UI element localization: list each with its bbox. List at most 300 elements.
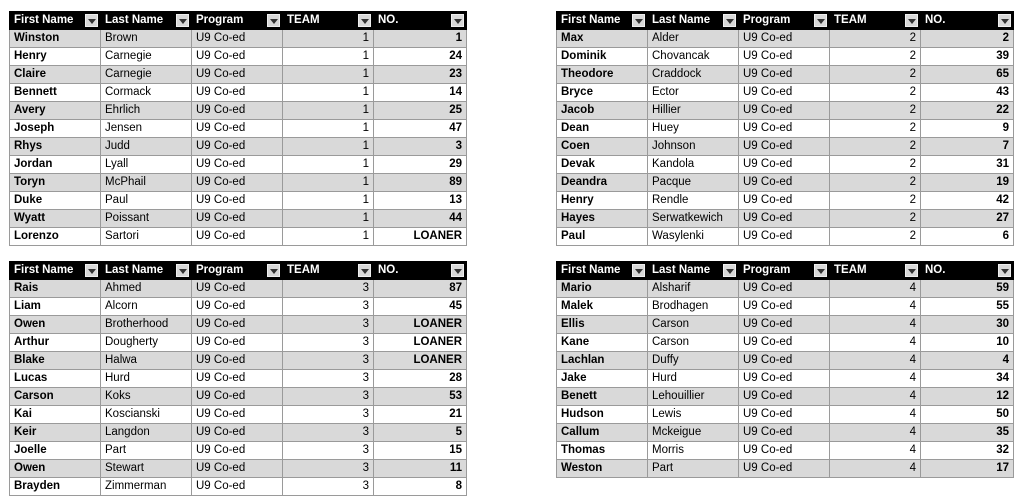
cell-last-name[interactable]: Ector xyxy=(648,84,739,102)
cell-first-name[interactable]: Rais xyxy=(10,280,101,298)
column-header-last-name xyxy=(648,12,739,30)
cell-program[interactable]: U9 Co-ed xyxy=(192,406,283,424)
cell-team[interactable]: 1 xyxy=(283,174,374,192)
cell-last-name[interactable]: Part xyxy=(648,460,739,478)
cell-team[interactable]: 1 xyxy=(283,138,374,156)
cell-program[interactable]: U9 Co-ed xyxy=(192,156,283,174)
column-header-label: First Name xyxy=(14,264,74,276)
filter-dropdown-icon[interactable] xyxy=(451,264,464,277)
cell-team[interactable]: 3 xyxy=(283,424,374,442)
column-header-first-name xyxy=(10,12,101,30)
cell-first-name[interactable]: Hudson xyxy=(557,406,648,424)
cell-first-name[interactable]: Malek xyxy=(557,298,648,316)
cell-first-name[interactable]: Coen xyxy=(557,138,648,156)
cell-first-name[interactable]: Bryce xyxy=(557,84,648,102)
cell-last-name[interactable]: Koks xyxy=(101,388,192,406)
cell-program[interactable]: U9 Co-ed xyxy=(739,156,830,174)
cell-number[interactable]: 35 xyxy=(921,424,1014,442)
cell-number[interactable]: 19 xyxy=(921,174,1014,192)
column-header-label: First Name xyxy=(14,14,74,26)
cell-team[interactable]: 4 xyxy=(830,280,921,298)
cell-last-name[interactable]: Stewart xyxy=(101,460,192,478)
cell-first-name[interactable]: Dominik xyxy=(557,48,648,66)
cell-number[interactable]: 42 xyxy=(921,192,1014,210)
cell-team[interactable]: 1 xyxy=(283,30,374,48)
cell-program[interactable]: U9 Co-ed xyxy=(739,388,830,406)
table-row xyxy=(557,460,1014,478)
cell-first-name[interactable]: Kane xyxy=(557,334,648,352)
table-row xyxy=(10,370,467,388)
cell-number[interactable]: 47 xyxy=(374,120,467,138)
cell-program[interactable]: U9 Co-ed xyxy=(192,298,283,316)
table-row xyxy=(10,192,467,210)
cell-program[interactable]: U9 Co-ed xyxy=(739,210,830,228)
filter-dropdown-icon[interactable] xyxy=(85,14,98,27)
column-header-team xyxy=(830,12,921,30)
cell-program[interactable]: U9 Co-ed xyxy=(739,460,830,478)
table-row xyxy=(10,156,467,174)
cell-first-name[interactable]: Wyatt xyxy=(10,210,101,228)
cell-first-name[interactable]: Claire xyxy=(10,66,101,84)
cell-team[interactable]: 2 xyxy=(830,192,921,210)
cell-last-name[interactable]: Craddock xyxy=(648,66,739,84)
cell-last-name[interactable]: Langdon xyxy=(101,424,192,442)
cell-team[interactable]: 2 xyxy=(830,84,921,102)
cell-first-name[interactable]: Hayes xyxy=(557,210,648,228)
cell-program[interactable]: U9 Co-ed xyxy=(192,388,283,406)
cell-program[interactable]: U9 Co-ed xyxy=(739,424,830,442)
cell-number[interactable]: 17 xyxy=(921,460,1014,478)
cell-first-name[interactable]: Devak xyxy=(557,156,648,174)
column-header-number xyxy=(374,12,467,30)
cell-program[interactable]: U9 Co-ed xyxy=(192,30,283,48)
table-row xyxy=(10,120,467,138)
filter-dropdown-icon[interactable] xyxy=(632,264,645,277)
cell-first-name[interactable]: Callum xyxy=(557,424,648,442)
cell-first-name[interactable]: Joelle xyxy=(10,442,101,460)
cell-team[interactable]: 3 xyxy=(283,442,374,460)
cell-number[interactable]: 11 xyxy=(374,460,467,478)
cell-last-name[interactable]: Kandola xyxy=(648,156,739,174)
cell-team[interactable]: 3 xyxy=(283,280,374,298)
cell-team[interactable]: 4 xyxy=(830,442,921,460)
cell-team[interactable]: 2 xyxy=(830,66,921,84)
cell-first-name[interactable]: Lucas xyxy=(10,370,101,388)
cell-number[interactable]: 30 xyxy=(921,316,1014,334)
cell-number[interactable]: 1 xyxy=(374,30,467,48)
cell-last-name[interactable]: Poissant xyxy=(101,210,192,228)
cell-team[interactable]: 4 xyxy=(830,334,921,352)
cell-program[interactable]: U9 Co-ed xyxy=(192,370,283,388)
cell-first-name[interactable]: Lorenzo xyxy=(10,228,101,246)
cell-first-name[interactable]: Jordan xyxy=(10,156,101,174)
cell-first-name[interactable]: Owen xyxy=(10,460,101,478)
cell-last-name[interactable]: Sartori xyxy=(101,228,192,246)
cell-last-name[interactable]: Brodhagen xyxy=(648,298,739,316)
cell-program[interactable]: U9 Co-ed xyxy=(192,138,283,156)
filter-dropdown-icon[interactable] xyxy=(814,264,827,277)
cell-first-name[interactable]: Avery xyxy=(10,102,101,120)
cell-last-name[interactable]: Hurd xyxy=(648,370,739,388)
cell-number[interactable]: 12 xyxy=(921,388,1014,406)
cell-number[interactable]: 13 xyxy=(374,192,467,210)
cell-number[interactable]: 59 xyxy=(921,280,1014,298)
cell-last-name[interactable]: McPhail xyxy=(101,174,192,192)
cell-first-name[interactable]: Weston xyxy=(557,460,648,478)
cell-last-name[interactable]: Carson xyxy=(648,316,739,334)
cell-first-name[interactable]: Arthur xyxy=(10,334,101,352)
cell-program[interactable]: U9 Co-ed xyxy=(192,478,283,496)
cell-team[interactable]: 4 xyxy=(830,424,921,442)
table-row xyxy=(557,30,1014,48)
cell-last-name[interactable]: Zimmerman xyxy=(101,478,192,496)
cell-program[interactable]: U9 Co-ed xyxy=(739,66,830,84)
cell-last-name[interactable]: Wasylenki xyxy=(648,228,739,246)
cell-last-name[interactable]: Judd xyxy=(101,138,192,156)
cell-last-name[interactable]: Lewis xyxy=(648,406,739,424)
cell-team[interactable]: 1 xyxy=(283,84,374,102)
filter-dropdown-icon[interactable] xyxy=(267,264,280,277)
cell-number[interactable]: 25 xyxy=(374,102,467,120)
cell-program[interactable]: U9 Co-ed xyxy=(739,280,830,298)
filter-dropdown-icon[interactable] xyxy=(267,14,280,27)
cell-program[interactable]: U9 Co-ed xyxy=(192,210,283,228)
cell-number[interactable]: 43 xyxy=(921,84,1014,102)
cell-first-name[interactable]: Thomas xyxy=(557,442,648,460)
cell-program[interactable]: U9 Co-ed xyxy=(739,316,830,334)
cell-number[interactable]: 8 xyxy=(374,478,467,496)
cell-first-name[interactable]: Keir xyxy=(10,424,101,442)
cell-program[interactable]: U9 Co-ed xyxy=(192,228,283,246)
cell-first-name[interactable]: Max xyxy=(557,30,648,48)
cell-number[interactable]: 24 xyxy=(374,48,467,66)
cell-first-name[interactable]: Theodore xyxy=(557,66,648,84)
cell-last-name[interactable]: Carson xyxy=(648,334,739,352)
cell-program[interactable]: U9 Co-ed xyxy=(739,120,830,138)
cell-team[interactable]: 3 xyxy=(283,406,374,424)
cell-number[interactable]: LOANER xyxy=(374,316,467,334)
cell-first-name[interactable]: Jacob xyxy=(557,102,648,120)
table-row xyxy=(557,316,1014,334)
table-row xyxy=(10,210,467,228)
cell-last-name[interactable]: Serwatkewich xyxy=(648,210,739,228)
cell-last-name[interactable]: Hurd xyxy=(101,370,192,388)
cell-number[interactable]: 23 xyxy=(374,66,467,84)
cell-first-name[interactable]: Benett xyxy=(557,388,648,406)
header-row xyxy=(10,12,467,30)
cell-number[interactable]: 29 xyxy=(374,156,467,174)
cell-last-name[interactable]: Lyall xyxy=(101,156,192,174)
cell-program[interactable]: U9 Co-ed xyxy=(739,228,830,246)
table-row xyxy=(10,316,467,334)
cell-program[interactable]: U9 Co-ed xyxy=(192,334,283,352)
cell-first-name[interactable]: Carson xyxy=(10,388,101,406)
filter-dropdown-icon[interactable] xyxy=(905,14,918,27)
cell-team[interactable]: 2 xyxy=(830,48,921,66)
cell-last-name[interactable]: Paul xyxy=(101,192,192,210)
cell-first-name[interactable]: Dean xyxy=(557,120,648,138)
cell-last-name[interactable]: Alsharif xyxy=(648,280,739,298)
cell-program[interactable]: U9 Co-ed xyxy=(192,66,283,84)
cell-team[interactable]: 3 xyxy=(283,298,374,316)
cell-number[interactable]: 14 xyxy=(374,84,467,102)
cell-last-name[interactable]: Carnegie xyxy=(101,48,192,66)
cell-last-name[interactable]: Johnson xyxy=(648,138,739,156)
cell-last-name[interactable]: Koscianski xyxy=(101,406,192,424)
cell-team[interactable]: 3 xyxy=(283,370,374,388)
column-header-program xyxy=(192,12,283,30)
cell-number[interactable]: 10 xyxy=(921,334,1014,352)
cell-team[interactable]: 1 xyxy=(283,228,374,246)
filter-dropdown-icon[interactable] xyxy=(451,14,464,27)
cell-program[interactable]: U9 Co-ed xyxy=(739,102,830,120)
cell-program[interactable]: U9 Co-ed xyxy=(739,192,830,210)
table-row xyxy=(10,280,467,298)
table-row xyxy=(557,228,1014,246)
filter-dropdown-icon[interactable] xyxy=(85,264,98,277)
cell-last-name[interactable]: Alcorn xyxy=(101,298,192,316)
cell-team[interactable]: 2 xyxy=(830,30,921,48)
table-row xyxy=(10,388,467,406)
cell-first-name[interactable]: Rhys xyxy=(10,138,101,156)
column-header-label: Last Name xyxy=(105,264,164,276)
cell-first-name[interactable]: Henry xyxy=(10,48,101,66)
cell-first-name[interactable]: Jake xyxy=(557,370,648,388)
cell-program[interactable]: U9 Co-ed xyxy=(192,174,283,192)
cell-number[interactable]: 39 xyxy=(921,48,1014,66)
filter-dropdown-icon[interactable] xyxy=(358,14,371,27)
cell-team[interactable]: 4 xyxy=(830,460,921,478)
filter-dropdown-icon[interactable] xyxy=(723,264,736,277)
cell-program[interactable]: U9 Co-ed xyxy=(192,316,283,334)
cell-team[interactable]: 3 xyxy=(283,316,374,334)
cell-last-name[interactable]: Hillier xyxy=(648,102,739,120)
cell-number[interactable]: LOANER xyxy=(374,228,467,246)
cell-team[interactable]: 2 xyxy=(830,174,921,192)
table-row xyxy=(10,298,467,316)
cell-last-name[interactable]: Cormack xyxy=(101,84,192,102)
cell-program[interactable]: U9 Co-ed xyxy=(192,442,283,460)
cell-program[interactable]: U9 Co-ed xyxy=(739,352,830,370)
cell-first-name[interactable]: Blake xyxy=(10,352,101,370)
filter-dropdown-icon[interactable] xyxy=(358,264,371,277)
cell-program[interactable]: U9 Co-ed xyxy=(739,298,830,316)
cell-first-name[interactable]: Duke xyxy=(10,192,101,210)
cell-last-name[interactable]: Halwa xyxy=(101,352,192,370)
cell-number[interactable]: 87 xyxy=(374,280,467,298)
cell-program[interactable]: U9 Co-ed xyxy=(192,352,283,370)
cell-number[interactable]: 2 xyxy=(921,30,1014,48)
cell-team[interactable]: 1 xyxy=(283,66,374,84)
column-header-last-name xyxy=(648,262,739,280)
column-header-label: Program xyxy=(196,264,244,276)
cell-team[interactable]: 2 xyxy=(830,210,921,228)
cell-team[interactable]: 4 xyxy=(830,352,921,370)
cell-first-name[interactable]: Brayden xyxy=(10,478,101,496)
cell-first-name[interactable]: Lachlan xyxy=(557,352,648,370)
header-row xyxy=(10,262,467,280)
cell-last-name[interactable]: Ahmed xyxy=(101,280,192,298)
cell-program[interactable]: U9 Co-ed xyxy=(739,138,830,156)
cell-number[interactable]: 15 xyxy=(374,442,467,460)
cell-number[interactable]: 7 xyxy=(921,138,1014,156)
cell-last-name[interactable]: Dougherty xyxy=(101,334,192,352)
cell-program[interactable]: U9 Co-ed xyxy=(192,460,283,478)
filter-dropdown-icon[interactable] xyxy=(632,14,645,27)
table-row xyxy=(557,192,1014,210)
cell-last-name[interactable]: Alder xyxy=(648,30,739,48)
cell-team[interactable]: 3 xyxy=(283,478,374,496)
cell-number[interactable]: 6 xyxy=(921,228,1014,246)
table-row xyxy=(10,48,467,66)
cell-first-name[interactable]: Deandra xyxy=(557,174,648,192)
cell-first-name[interactable]: Owen xyxy=(10,316,101,334)
cell-team[interactable]: 1 xyxy=(283,120,374,138)
cell-last-name[interactable]: Chovancak xyxy=(648,48,739,66)
cell-team[interactable]: 4 xyxy=(830,298,921,316)
cell-first-name[interactable]: Mario xyxy=(557,280,648,298)
cell-team[interactable]: 4 xyxy=(830,370,921,388)
cell-last-name[interactable]: Huey xyxy=(648,120,739,138)
table-row xyxy=(557,48,1014,66)
cell-team[interactable]: 3 xyxy=(283,334,374,352)
cell-first-name[interactable]: Joseph xyxy=(10,120,101,138)
cell-program[interactable]: U9 Co-ed xyxy=(739,442,830,460)
cell-team[interactable]: 1 xyxy=(283,48,374,66)
cell-number[interactable]: 27 xyxy=(921,210,1014,228)
cell-number[interactable]: 22 xyxy=(921,102,1014,120)
column-header-label: Program xyxy=(743,14,791,26)
filter-dropdown-icon[interactable] xyxy=(176,264,189,277)
table-row xyxy=(557,424,1014,442)
table-row xyxy=(557,120,1014,138)
cell-number[interactable]: 31 xyxy=(921,156,1014,174)
cell-first-name[interactable]: Ellis xyxy=(557,316,648,334)
cell-program[interactable]: U9 Co-ed xyxy=(739,370,830,388)
header-row xyxy=(557,262,1014,280)
filter-dropdown-icon[interactable] xyxy=(176,14,189,27)
cell-last-name[interactable]: Carnegie xyxy=(101,66,192,84)
filter-dropdown-icon[interactable] xyxy=(814,14,827,27)
column-header-first-name xyxy=(10,262,101,280)
column-header-first-name xyxy=(557,12,648,30)
cell-number[interactable]: 34 xyxy=(921,370,1014,388)
cell-last-name[interactable]: Lehouillier xyxy=(648,388,739,406)
column-header-label: TEAM xyxy=(834,264,867,276)
cell-team[interactable]: 2 xyxy=(830,138,921,156)
cell-program[interactable]: U9 Co-ed xyxy=(739,48,830,66)
cell-first-name[interactable]: Paul xyxy=(557,228,648,246)
filter-dropdown-icon[interactable] xyxy=(998,264,1011,277)
column-header-label: NO. xyxy=(925,14,946,26)
cell-number[interactable]: 4 xyxy=(921,352,1014,370)
cell-team[interactable]: 4 xyxy=(830,388,921,406)
cell-last-name[interactable]: Pacque xyxy=(648,174,739,192)
filter-dropdown-icon[interactable] xyxy=(723,14,736,27)
cell-program[interactable]: U9 Co-ed xyxy=(192,102,283,120)
cell-team[interactable]: 3 xyxy=(283,460,374,478)
cell-number[interactable]: 89 xyxy=(374,174,467,192)
column-header-label: First Name xyxy=(561,264,621,276)
cell-team[interactable]: 2 xyxy=(830,120,921,138)
cell-team[interactable]: 3 xyxy=(283,388,374,406)
cell-last-name[interactable]: Duffy xyxy=(648,352,739,370)
cell-last-name[interactable]: Mckeigue xyxy=(648,424,739,442)
cell-number[interactable]: 21 xyxy=(374,406,467,424)
cell-team[interactable]: 4 xyxy=(830,406,921,424)
cell-last-name[interactable]: Ehrlich xyxy=(101,102,192,120)
cell-team[interactable]: 2 xyxy=(830,102,921,120)
cell-first-name[interactable]: Henry xyxy=(557,192,648,210)
cell-number[interactable]: LOANER xyxy=(374,352,467,370)
cell-last-name[interactable]: Jensen xyxy=(101,120,192,138)
cell-first-name[interactable]: Liam xyxy=(10,298,101,316)
cell-program[interactable]: U9 Co-ed xyxy=(192,84,283,102)
cell-program[interactable]: U9 Co-ed xyxy=(739,84,830,102)
cell-program[interactable]: U9 Co-ed xyxy=(739,406,830,424)
column-header-last-name xyxy=(101,12,192,30)
cell-team[interactable]: 1 xyxy=(283,192,374,210)
cell-number[interactable]: 5 xyxy=(374,424,467,442)
filter-dropdown-icon[interactable] xyxy=(905,264,918,277)
cell-number[interactable]: 65 xyxy=(921,66,1014,84)
cell-last-name[interactable]: Brown xyxy=(101,30,192,48)
cell-program[interactable]: U9 Co-ed xyxy=(192,280,283,298)
cell-first-name[interactable]: Winston xyxy=(10,30,101,48)
cell-program[interactable]: U9 Co-ed xyxy=(192,120,283,138)
cell-team[interactable]: 1 xyxy=(283,156,374,174)
cell-team[interactable]: 1 xyxy=(283,210,374,228)
column-header-number xyxy=(921,12,1014,30)
filter-dropdown-icon[interactable] xyxy=(998,14,1011,27)
column-header-program xyxy=(739,262,830,280)
cell-team[interactable]: 3 xyxy=(283,352,374,370)
table-row xyxy=(557,442,1014,460)
cell-last-name[interactable]: Morris xyxy=(648,442,739,460)
cell-number[interactable]: 50 xyxy=(921,406,1014,424)
cell-last-name[interactable]: Rendle xyxy=(648,192,739,210)
cell-number[interactable]: 9 xyxy=(921,120,1014,138)
cell-number[interactable]: 44 xyxy=(374,210,467,228)
cell-number[interactable]: 3 xyxy=(374,138,467,156)
cell-program[interactable]: U9 Co-ed xyxy=(192,424,283,442)
column-header-label: Last Name xyxy=(652,264,711,276)
cell-program[interactable]: U9 Co-ed xyxy=(192,192,283,210)
table-row xyxy=(10,228,467,246)
cell-number[interactable]: 32 xyxy=(921,442,1014,460)
cell-number[interactable]: 55 xyxy=(921,298,1014,316)
cell-team[interactable]: 4 xyxy=(830,316,921,334)
cell-last-name[interactable]: Part xyxy=(101,442,192,460)
cell-program[interactable]: U9 Co-ed xyxy=(739,30,830,48)
cell-number[interactable]: 28 xyxy=(374,370,467,388)
cell-team[interactable]: 2 xyxy=(830,228,921,246)
cell-first-name[interactable]: Kai xyxy=(10,406,101,424)
table-row xyxy=(557,406,1014,424)
cell-number[interactable]: 53 xyxy=(374,388,467,406)
cell-program[interactable]: U9 Co-ed xyxy=(739,174,830,192)
cell-team[interactable]: 2 xyxy=(830,156,921,174)
cell-number[interactable]: 45 xyxy=(374,298,467,316)
cell-first-name[interactable]: Bennett xyxy=(10,84,101,102)
cell-last-name[interactable]: Brotherhood xyxy=(101,316,192,334)
cell-number[interactable]: LOANER xyxy=(374,334,467,352)
table-row xyxy=(10,460,467,478)
cell-first-name[interactable]: Toryn xyxy=(10,174,101,192)
cell-program[interactable]: U9 Co-ed xyxy=(739,334,830,352)
cell-program[interactable]: U9 Co-ed xyxy=(192,48,283,66)
cell-team[interactable]: 1 xyxy=(283,102,374,120)
